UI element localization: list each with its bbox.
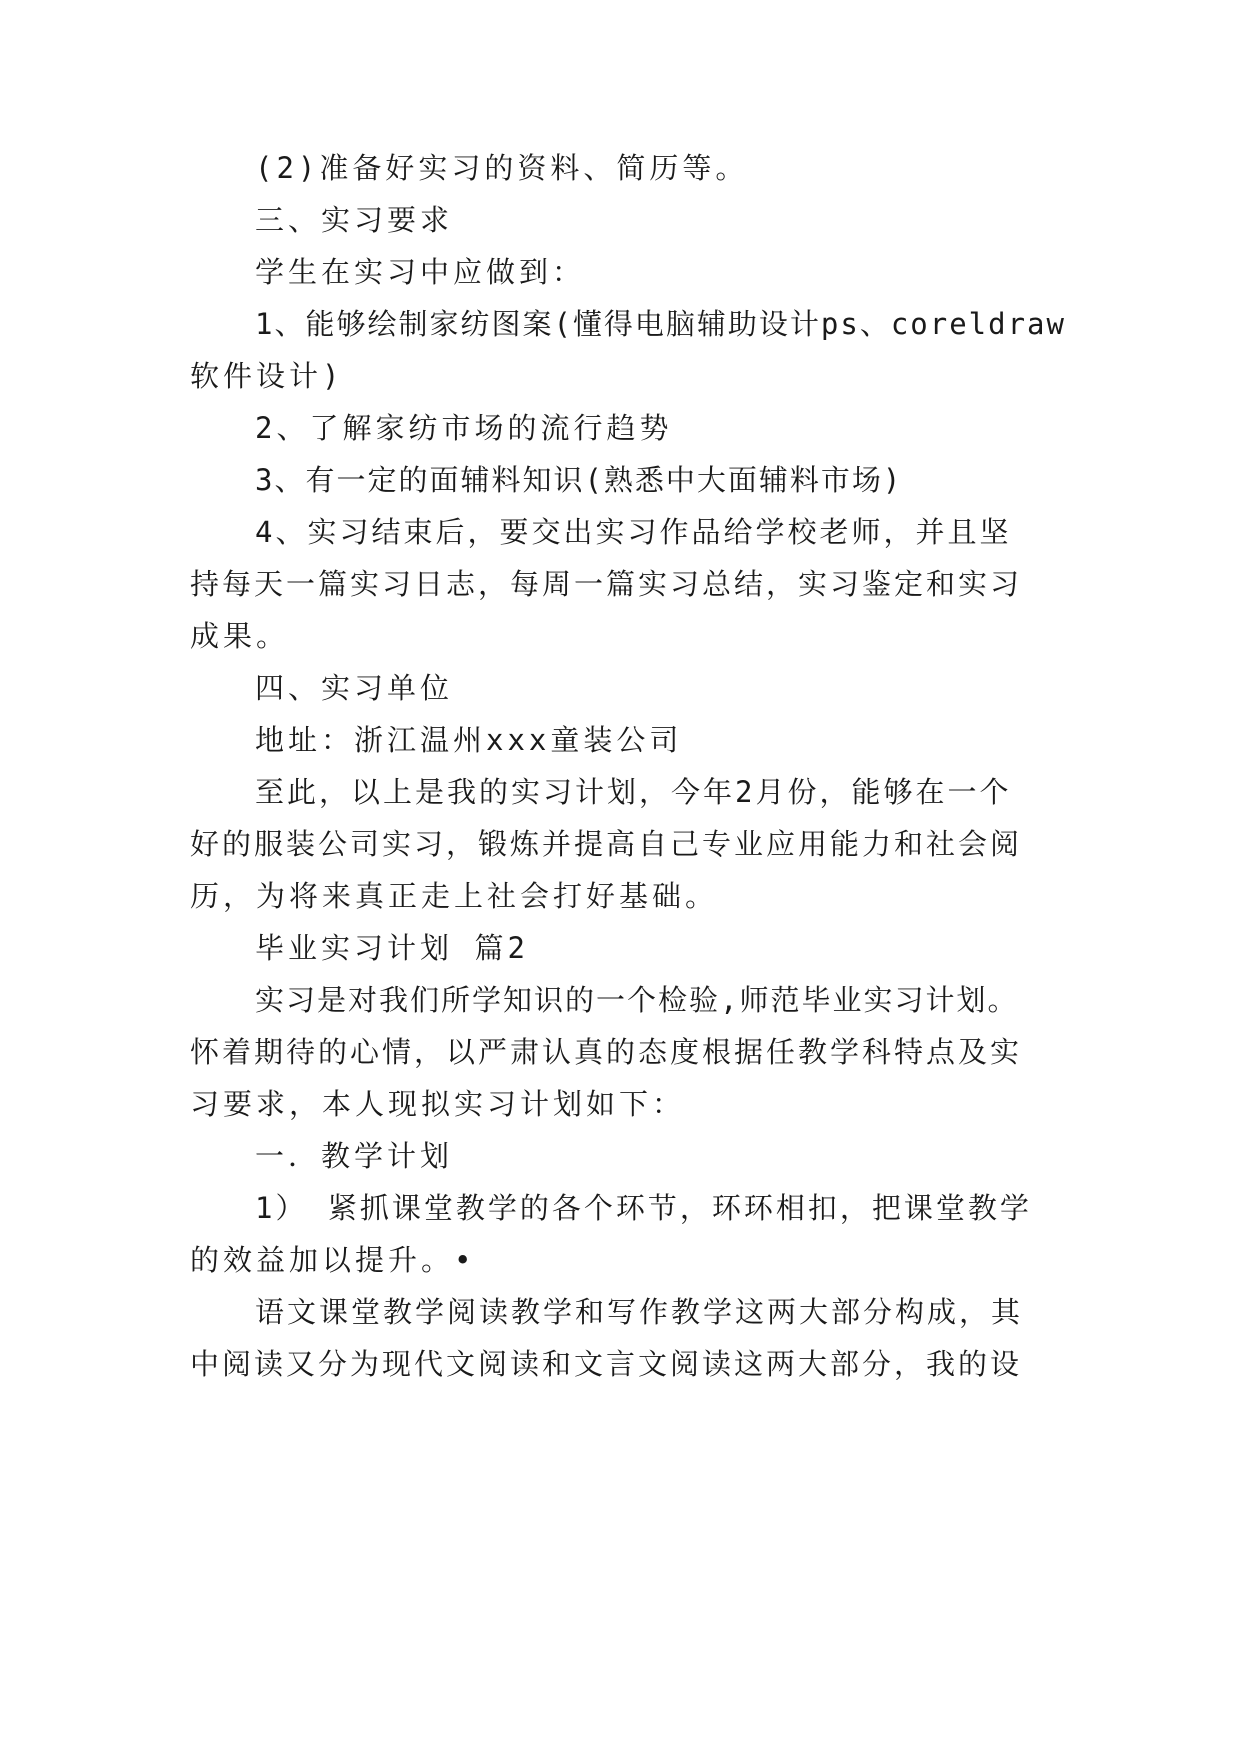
text-line: 的效益加以提升。• [190,1243,476,1277]
text-line: 1） 紧抓课堂教学的各个环节，环环相扣，把课堂教学 [255,1191,1032,1225]
text-line: 至此，以上是我的实习计划，今年2月份，能够在一个 [255,775,1012,809]
text-line: 3、有一定的面辅料知识(熟悉中大面辅料市场) [255,463,903,497]
text-line: 好的服装公司实习，锻炼并提高自己专业应用能力和社会阅 [190,827,1023,861]
text-line: 语文课堂教学阅读教学和写作教学这两大部分构成，其 [255,1295,1024,1329]
text-line: 怀着期待的心情，以严肃认真的态度根据任教学科特点及实 [190,1035,1023,1069]
text-line: 历，为将来真正走上社会打好基础。 [190,879,719,913]
text-line: 1、能够绘制家纺图案(懂得电脑辅助设计ps、coreldraw [255,307,1066,341]
article-title: 毕业实习计划 篇2 [255,931,529,965]
section-heading: 三、实习要求 [255,203,454,237]
section-heading: 一．教学计划 [255,1139,454,1173]
text-line: 习要求，本人现拟实习计划如下： [190,1087,686,1121]
text-line: 实习是对我们所学知识的一个检验,师范毕业实习计划。 [255,983,1019,1017]
text-line: 地址：浙江温州xxx童装公司 [255,723,683,757]
text-line: 成果。 [190,619,290,653]
text-line: 学生在实习中应做到： [255,255,586,289]
text-line: 2、了解家纺市场的流行趋势 [255,411,673,445]
text-line: 中阅读又分为现代文阅读和文言文阅读这两大部分，我的设 [190,1347,1023,1381]
text-line: (2)准备好实习的资料、简历等。 [255,151,749,185]
text-line: 持每天一篇实习日志，每周一篇实习总结，实习鉴定和实习 [190,567,1023,601]
section-heading: 四、实习单位 [255,671,454,705]
text-line: 4、实习结束后，要交出实习作品给学校老师，并且坚 [255,515,1012,549]
text-line: 软件设计) [190,359,344,393]
